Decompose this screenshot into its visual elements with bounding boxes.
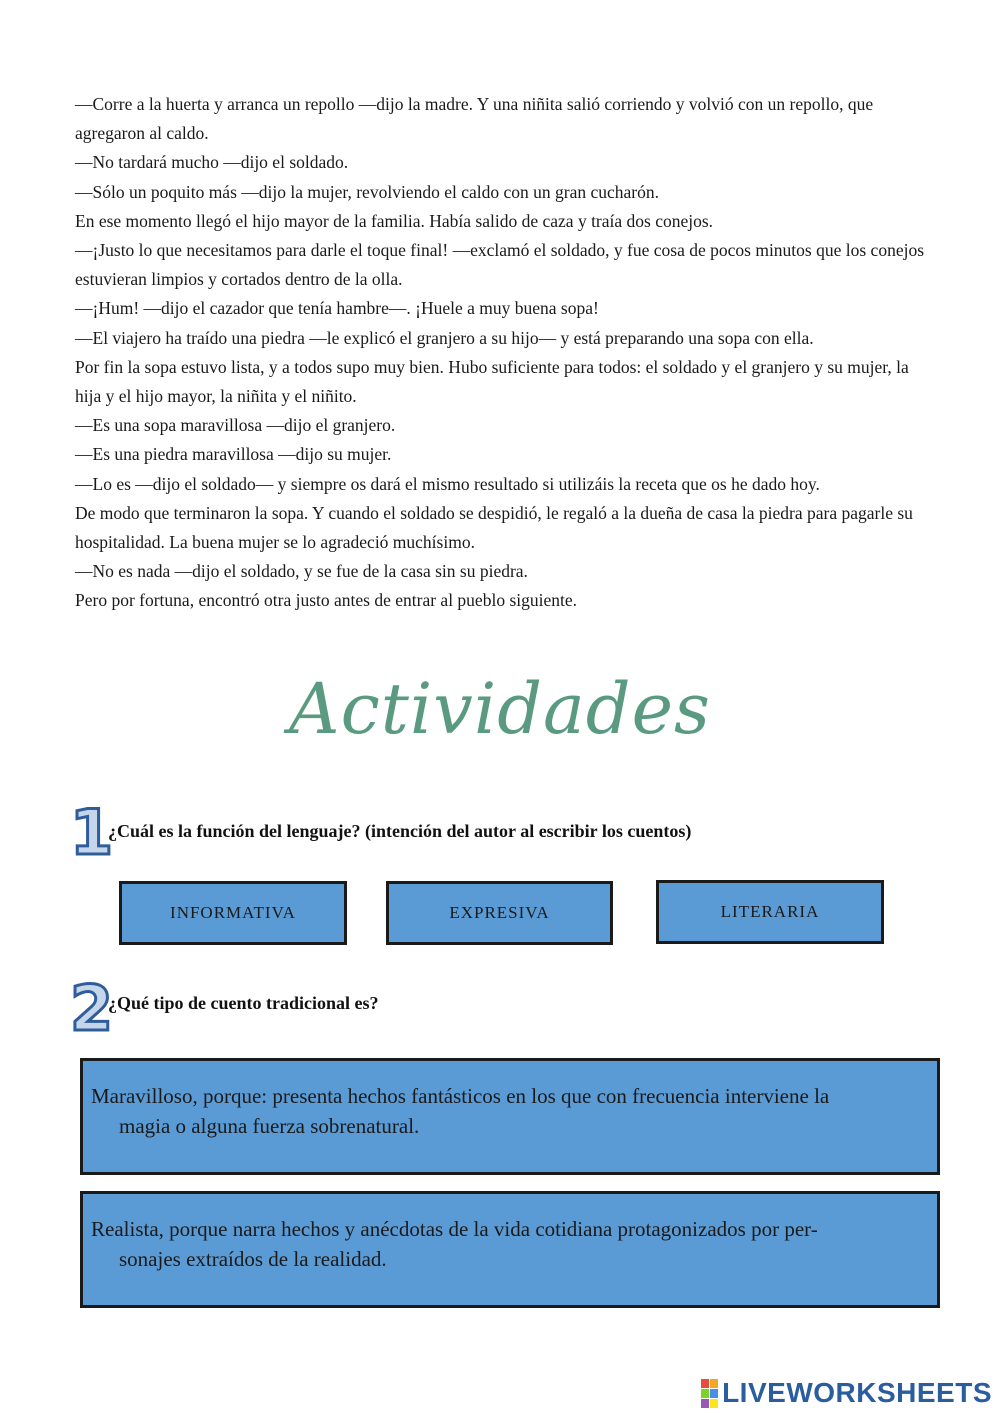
- story-paragraph: —¡Justo lo que necesitamos para darle el toque final! —exclamó el soldado, y fue cosa de pocos minutos que los conejos estuvieran limpios y cortados dentro de la olla.: [75, 240, 925, 290]
- option-literaria[interactable]: LITERARIA: [656, 880, 884, 944]
- story-paragraph: —Lo es —dijo el soldado— y siempre os dará el mismo resultado si utilizáis la receta que os he dado hoy.: [75, 473, 820, 494]
- story-paragraph: —No tardará mucho —dijo el soldado.: [75, 152, 349, 173]
- activities-title: Actividades: [289, 668, 711, 750]
- question-2-number: 2: [70, 972, 114, 1045]
- liveworksheets-logo: [701, 1377, 992, 1409]
- story-paragraph: —Sólo un poquito más —dijo la mujer, revolviendo el caldo con un gran cucharón.: [75, 181, 659, 202]
- option-expresiva[interactable]: EXPRESIVA: [386, 881, 613, 945]
- logo-mark-icon: [701, 1379, 718, 1408]
- answer-realista-line2: sonajes extraídos de la realidad.: [119, 1247, 387, 1271]
- story-paragraph: De modo que terminaron la sopa. Y cuando el soldado se despidió, le regaló a la dueña de casa la piedra para pagarle su hospitalidad. La buena mujer se lo agradeció muchísimo.: [75, 502, 913, 553]
- story-paragraph: —¡Hum! —dijo el cazador que tenía hambre—. ¡Huele a muy buena sopa!: [75, 298, 599, 319]
- story-paragraph: —Es una sopa maravillosa —dijo el granjero.: [75, 415, 396, 436]
- answer-maravilloso-line2: magia o alguna fuerza sobrenatural.: [119, 1114, 420, 1138]
- story-text: [75, 90, 935, 616]
- story-paragraph: —Es una piedra maravillosa —dijo su mujer.: [75, 444, 392, 465]
- logo-text: LIVEWORKSHEETS: [722, 1377, 992, 1408]
- option-informativa[interactable]: INFORMATIVA: [119, 881, 347, 945]
- story-paragraph: —Corre a la huerta y arranca un repollo —dijo la madre. Y una niñita salió corriendo y volvió con un repollo, que agregaron al caldo.: [75, 94, 874, 144]
- story-paragraph: Por fin la sopa estuvo lista, y a todos supo muy bien. Hubo suficiente para todos: el soldado y el granjero y su mujer, la hija y el hijo mayor, la niñita y el niñito.: [75, 356, 909, 407]
- story-paragraph: —No es nada —dijo el soldado, y se fue de la casa sin su piedra.: [75, 561, 528, 582]
- question-2-text: ¿Qué tipo de cuento tradicional es?: [108, 993, 379, 1013]
- answer-realista-line1: Realista, porque narra hechos y anécdotas de la vida cotidiana protagonizados por per-: [91, 1217, 818, 1241]
- question-1-text: ¿Cuál es la función del lenguaje? (intención del autor al escribir los cuentos): [108, 821, 692, 841]
- story-paragraph: En ese momento llegó el hijo mayor de la familia. Había salido de caza y traía dos conejos.: [75, 210, 714, 231]
- answer-maravilloso[interactable]: [80, 1058, 940, 1175]
- answer-maravilloso-line1: Maravilloso, porque: presenta hechos fantásticos en los que con frecuencia interviene la: [91, 1084, 830, 1108]
- story-paragraph: —El viajero ha traído una piedra —le explicó el granjero a su hijo— y está preparando una sopa con ella.: [75, 327, 814, 348]
- story-paragraph: Pero por fortuna, encontró otra justo antes de entrar al pueblo siguiente.: [75, 590, 577, 611]
- question-1-number: 1: [70, 796, 114, 869]
- answer-realista[interactable]: [80, 1191, 940, 1308]
